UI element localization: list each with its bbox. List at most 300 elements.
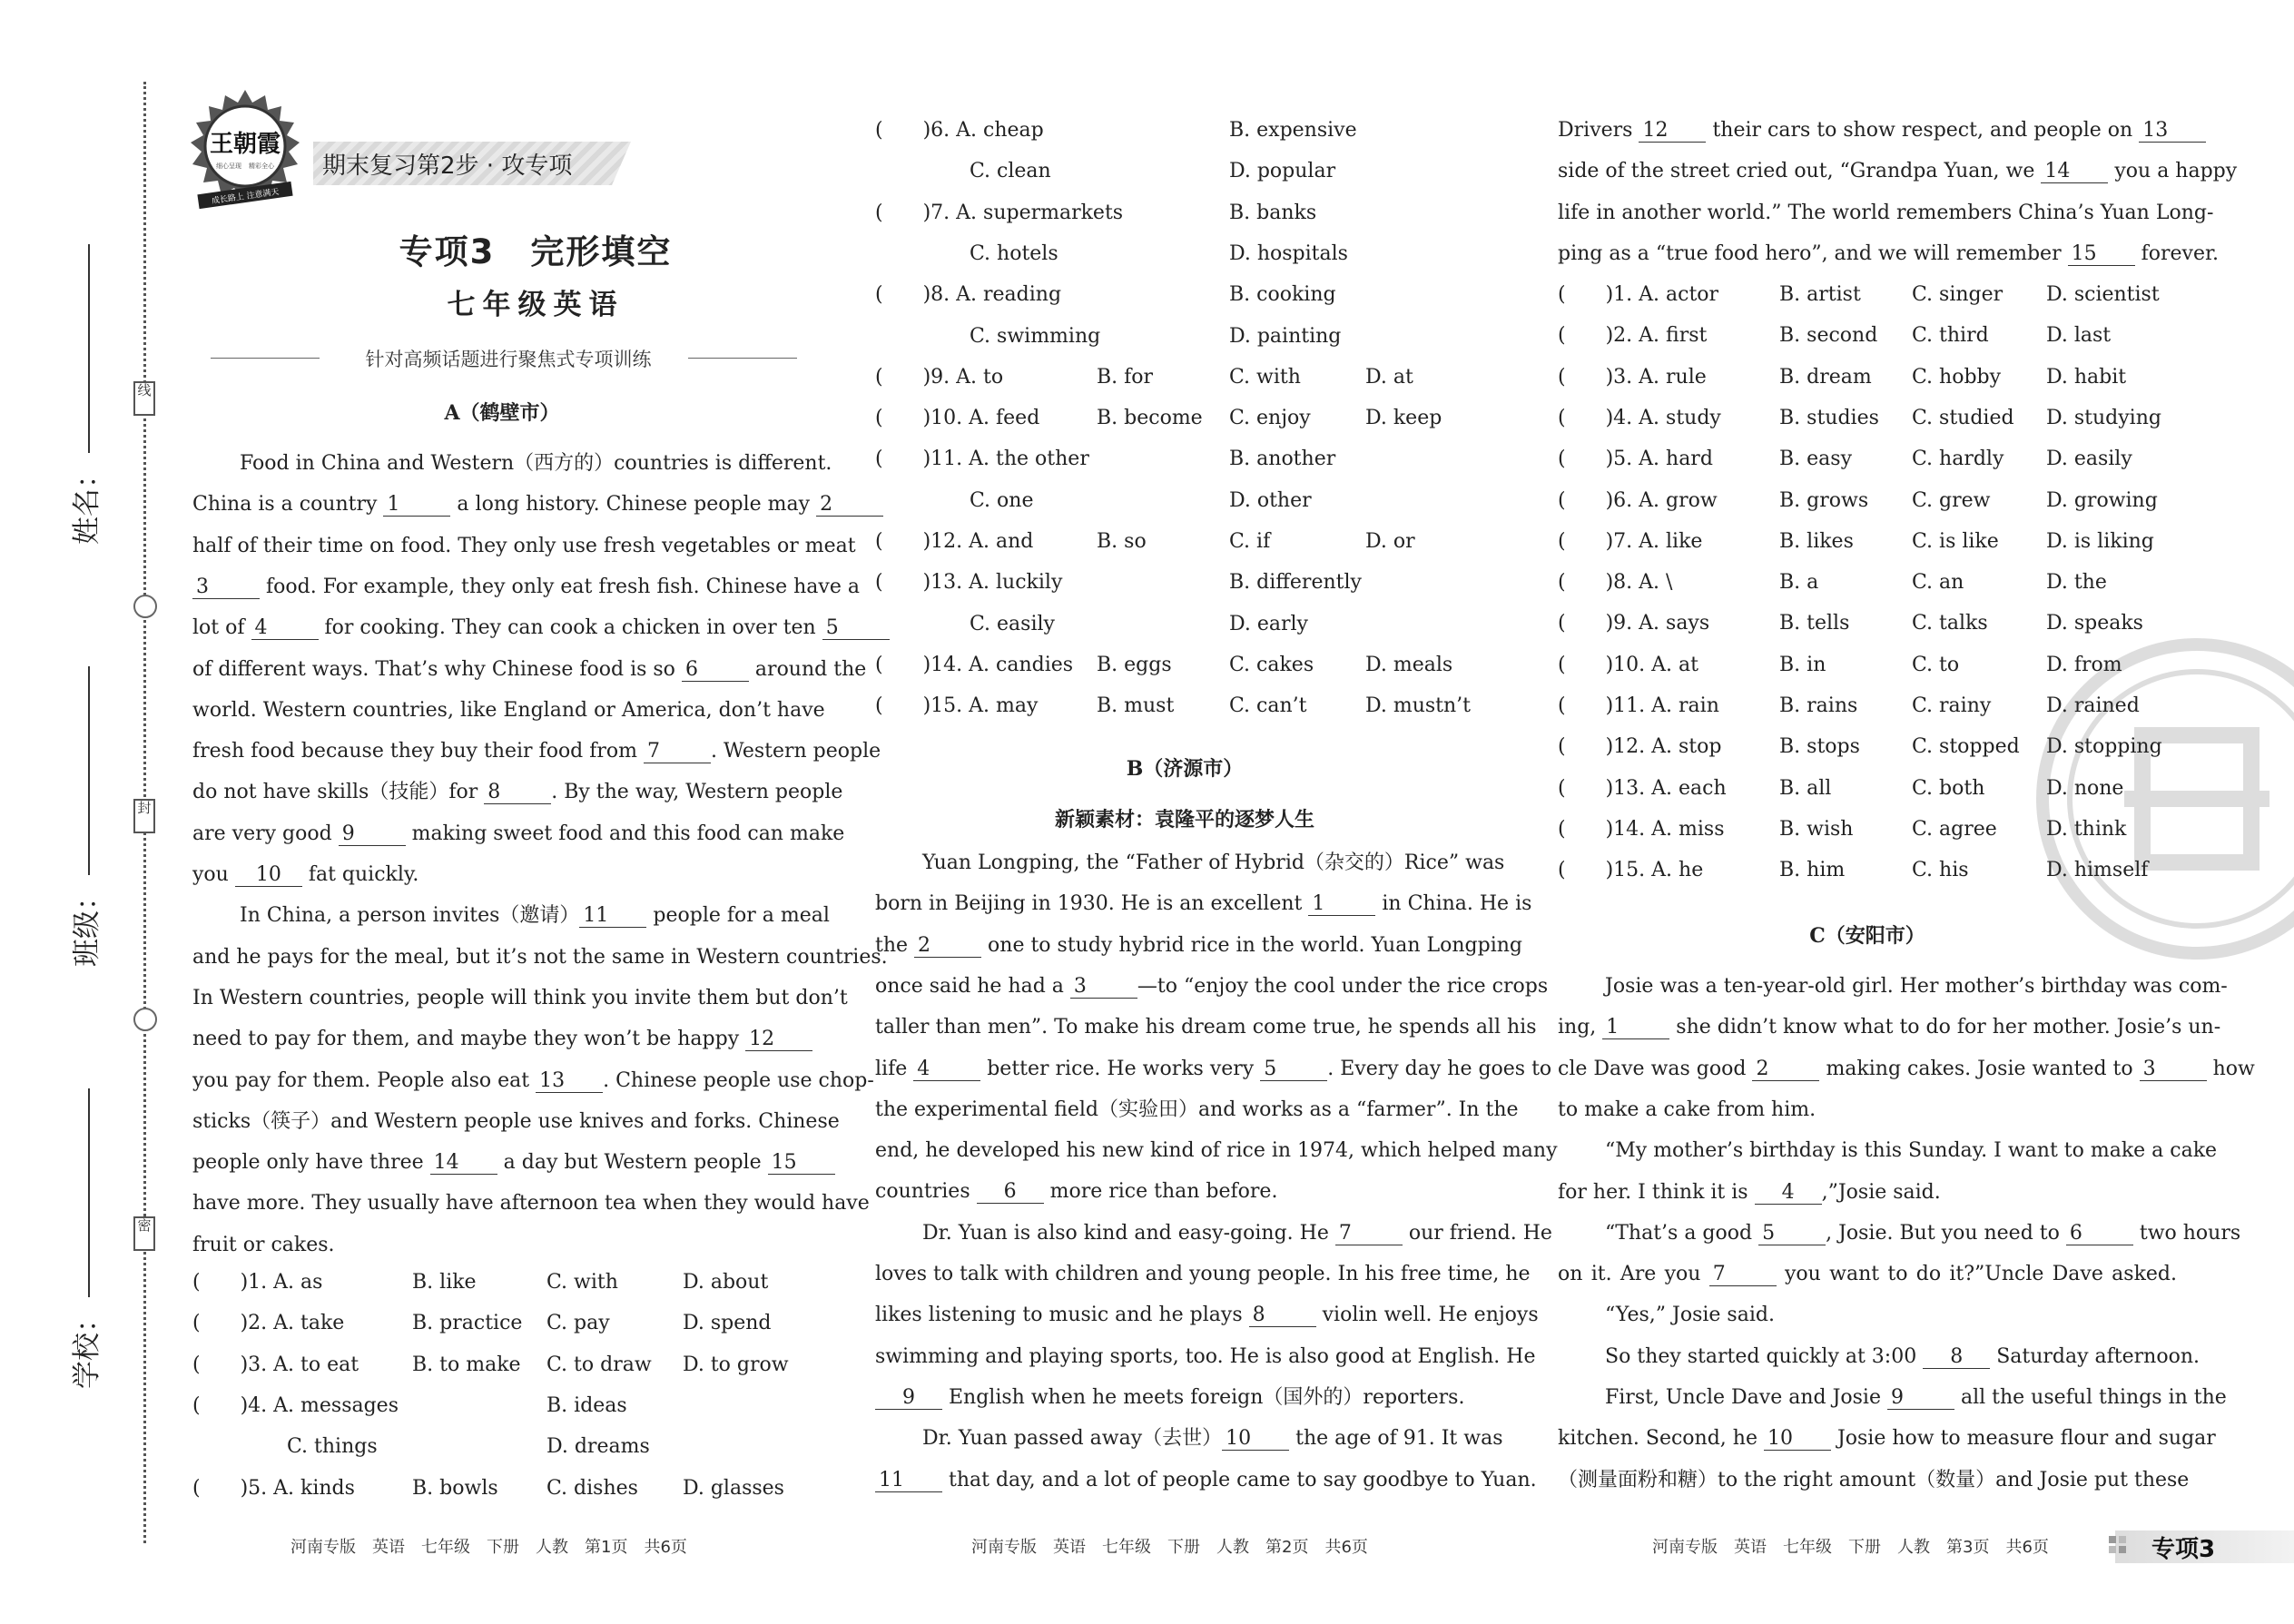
passage-line — [192, 656, 867, 684]
text-run: violin well. He enjoys — [1315, 1304, 1539, 1327]
footer-page-1: 河南专版 英语 七年级 下册 人教 第1页 共6页 — [290, 1538, 687, 1557]
answer-blank[interactable]: 8 — [1249, 1304, 1316, 1327]
text-run: that day, and a lot of people came to say goodbye to Yuan. — [942, 1468, 1537, 1491]
answer-option[interactable]: B. grows — [1779, 488, 1869, 512]
answer-blank[interactable]: 6 — [977, 1181, 1044, 1204]
passage-line — [1558, 1261, 2177, 1288]
answer-option[interactable]: C. swimming — [970, 324, 1101, 348]
question-stem[interactable]: ( )2. A. first — [1558, 324, 1708, 348]
answer-option[interactable]: D. dreams — [546, 1435, 650, 1459]
question-stem[interactable]: ( )13. A. luckily — [875, 571, 1063, 595]
answer-blank[interactable]: 7 — [1709, 1264, 1777, 1286]
answer-blank[interactable]: 7 — [644, 741, 711, 763]
text-run: Drivers — [1558, 119, 1639, 142]
answer-blank[interactable]: 15 — [768, 1152, 835, 1175]
svg-text:细心呈现: 细心呈现 — [216, 162, 241, 170]
binding-hole — [133, 1008, 157, 1031]
answer-blank[interactable]: 15 — [2068, 243, 2135, 266]
text-run: China is a country — [192, 493, 384, 517]
answer-blank[interactable]: 1 — [383, 494, 450, 517]
passage-line: （测量面粉和糖）to the right amount（数量）and Josie put these — [1558, 1468, 2190, 1491]
answer-option[interactable]: B. likes — [1779, 529, 1854, 553]
passage-line — [1558, 1425, 2216, 1452]
class-input-line[interactable] — [88, 666, 90, 875]
answer-blank[interactable]: 8 — [484, 782, 551, 804]
answer-option[interactable]: B. easy — [1779, 448, 1853, 471]
answer-option[interactable]: D. about — [683, 1271, 769, 1294]
text-run: better rice. He works very — [980, 1057, 1261, 1080]
answer-option[interactable]: C. third — [1912, 324, 1989, 348]
answer-option[interactable]: C. if — [1229, 530, 1271, 553]
answer-option[interactable]: C. both — [1912, 776, 1985, 800]
answer-option[interactable]: D. mustn’t — [1365, 694, 1472, 718]
answer-blank[interactable]: 10 — [1222, 1428, 1289, 1451]
passage-line — [192, 779, 843, 806]
text-run: “That’s a good — [1605, 1221, 1759, 1245]
passage-line — [192, 574, 860, 601]
header-banner-text: 期末复习第2步 · 攻专项 — [322, 153, 573, 180]
passage-line — [875, 973, 1549, 1000]
passage-line: life in another world.” The world remembers China’s Yuan Long- — [1558, 201, 2214, 224]
answer-blank[interactable]: 13 — [2139, 120, 2206, 143]
passage-line — [875, 891, 1532, 918]
question-stem[interactable]: ( )4. A. messages — [192, 1393, 399, 1417]
passage-line — [192, 861, 812, 889]
answer-option[interactable]: D. painting — [1229, 324, 1342, 348]
answer-blank[interactable]: 4 — [251, 617, 319, 640]
answer-option[interactable]: B. stops — [1779, 735, 1860, 759]
passage-line: In Western countries, people will think you invite them but don’t — [192, 986, 848, 1009]
text-run: around the — [748, 657, 867, 681]
section-a-heading: A（鹤壁市） — [444, 401, 560, 425]
answer-option[interactable]: C. agree — [1912, 817, 1997, 841]
answer-option[interactable]: D. growing — [2046, 488, 2158, 512]
answer-option[interactable]: D. is liking — [2046, 529, 2154, 553]
question-stem[interactable]: ( )3. A. to eat — [192, 1353, 359, 1376]
answer-blank[interactable]: 1 — [1308, 893, 1375, 916]
answer-option[interactable]: C. hardly — [1912, 448, 2004, 471]
text-run: forever. — [2134, 241, 2220, 265]
question-stem[interactable]: ( )13. A. each — [1558, 776, 1727, 800]
answer-option[interactable]: B. for — [1097, 365, 1154, 389]
text-run: for her. I think it is — [1558, 1180, 1755, 1204]
watermark-stamp — [2033, 635, 2294, 962]
passage-line — [922, 1425, 1503, 1452]
answer-blank[interactable]: 7 — [1335, 1223, 1403, 1245]
passage-line: loves to talk with children and young people. In his free time, he — [875, 1263, 1531, 1285]
passage-line: and he pays for the meal, but it’s not the same in Western countries. — [192, 945, 888, 969]
text-run: one to study hybrid rice in the world. Yuan Longping — [981, 933, 1522, 957]
passage-line: world. Western countries, like England or America, don’t have — [192, 698, 825, 722]
text-run: in China. He is — [1375, 892, 1532, 916]
text-run: food. For example, they only eat fresh fish. Chinese have a — [260, 575, 860, 598]
answer-option[interactable]: B. must — [1097, 694, 1175, 718]
answer-option[interactable]: B. him — [1779, 859, 1846, 882]
answer-blank[interactable]: 2 — [1752, 1058, 1819, 1081]
answer-option[interactable]: B. wish — [1779, 817, 1854, 841]
text-run: Dr. Yuan is also kind and easy-going. He — [922, 1221, 1335, 1245]
passage-line — [875, 1178, 1494, 1206]
text-run: . By the way, Western people — [551, 781, 843, 804]
answer-option[interactable]: C. with — [1229, 365, 1301, 389]
grid-icon — [2109, 1536, 2136, 1560]
answer-option[interactable]: D. scientist — [2046, 283, 2160, 306]
text-run: people for a meal — [646, 904, 830, 928]
answer-option[interactable]: C. is like — [1912, 529, 1999, 553]
answer-blank[interactable]: 1 — [1602, 1017, 1669, 1039]
answer-option[interactable]: D. speaks — [2046, 612, 2143, 635]
answer-blank[interactable]: 6 — [682, 659, 749, 682]
question-stem[interactable]: ( )11. A. rain — [1558, 694, 1719, 717]
answer-option[interactable]: D. none — [2046, 776, 2124, 800]
answer-option[interactable]: B. eggs — [1097, 653, 1172, 676]
text-run: likes listening to music and he plays — [875, 1304, 1249, 1327]
question-stem[interactable]: ( )7. A. supermarkets — [875, 201, 1124, 224]
answer-option[interactable]: D. habit — [2046, 365, 2127, 389]
text-run: need to pay for them, and maybe they won’t be happy — [192, 1028, 746, 1051]
section-b-heading: B（济源市） — [1126, 757, 1244, 781]
tagline: 针对高频话题进行聚焦式专项训练 — [365, 349, 652, 370]
text-run: once said he had a — [875, 974, 1070, 998]
answer-blank[interactable]: 12 — [1639, 120, 1706, 143]
answer-blank[interactable]: 5 — [1758, 1223, 1826, 1245]
answer-option[interactable]: D. studying — [2046, 406, 2161, 429]
passage-line: have more. They usually have afternoon tea when they would have — [192, 1192, 870, 1216]
text-run: Dr. Yuan passed away（去世） — [922, 1427, 1223, 1451]
text-run: you a happy — [2108, 160, 2238, 183]
answer-option[interactable]: B. cooking — [1229, 283, 1336, 307]
answer-option[interactable]: B. rains — [1779, 694, 1858, 717]
question-stem[interactable]: ( )4. A. study — [1558, 406, 1721, 429]
question-stem[interactable]: ( )2. A. take — [192, 1312, 345, 1335]
answer-option[interactable]: D. other — [1229, 488, 1312, 512]
question-stem[interactable]: ( )3. A. rule — [1558, 365, 1707, 389]
text-run: Josie how to measure flour and sugar — [1830, 1427, 2216, 1451]
seal-mark-seal: 封 — [133, 799, 155, 833]
text-run: . Western people — [711, 740, 881, 763]
answer-option[interactable]: D. spend — [683, 1312, 772, 1335]
name-label: 姓名： — [71, 460, 103, 545]
answer-option[interactable]: C. enjoy — [1229, 407, 1311, 430]
text-run: a day but Western people — [497, 1151, 768, 1175]
answer-option[interactable]: D. meals — [1365, 653, 1453, 676]
answer-option[interactable]: B. differently — [1229, 571, 1362, 595]
passage-line — [192, 1068, 874, 1095]
question-stem[interactable]: ( )1. A. actor — [1558, 283, 1719, 306]
text-run: on it. Are you — [1558, 1263, 1709, 1286]
answer-option[interactable]: D. keep — [1365, 407, 1442, 430]
answer-blank[interactable]: 13 — [536, 1070, 603, 1093]
answer-blank[interactable]: 5 — [822, 617, 890, 640]
answer-blank[interactable]: 12 — [745, 1029, 812, 1051]
text-run: all the useful things in the — [1954, 1386, 2227, 1409]
answer-option[interactable]: C. grew — [1912, 488, 1991, 512]
text-run: do not have skills（技能）for — [192, 781, 485, 804]
passage-line: “My mother’s birthday is this Sunday. I want to make a cake — [1605, 1139, 2218, 1163]
passage-line — [1558, 158, 2238, 185]
answer-option[interactable]: D. the — [2046, 571, 2107, 595]
question-stem[interactable]: ( )1. A. as — [192, 1271, 323, 1294]
text-run: born in Beijing in 1930. He is an excellent — [875, 892, 1309, 916]
answer-option[interactable]: C. singer — [1912, 283, 2004, 306]
answer-blank[interactable]: 10 — [235, 864, 302, 887]
text-run: So they started quickly at 3:00 — [1605, 1344, 1924, 1368]
answer-option[interactable]: B. second — [1779, 324, 1878, 348]
answer-option[interactable]: C. one — [970, 488, 1034, 512]
answer-option[interactable]: C. hotels — [970, 241, 1058, 265]
answer-option[interactable]: B. a — [1779, 571, 1819, 595]
question-stem[interactable]: ( )9. A. to — [875, 365, 1004, 389]
text-run: for cooking. They can cook a chicken in over ten — [318, 616, 822, 640]
text-run: . Chinese people use chop- — [603, 1068, 874, 1092]
seal-mark-line: 线 — [133, 381, 155, 416]
question-stem[interactable]: ( )8. A. reading — [875, 283, 1062, 307]
passage-line — [1605, 1220, 2241, 1247]
answer-blank[interactable]: 3 — [1070, 976, 1137, 999]
text-run: making sweet food and this food can make — [405, 822, 845, 845]
text-run: the — [875, 933, 915, 957]
text-run: making cakes. Josie wanted to — [1819, 1057, 2140, 1080]
answer-option[interactable]: B. expensive — [1229, 119, 1357, 142]
answer-blank[interactable]: 4 — [1755, 1182, 1822, 1205]
answer-option[interactable]: C. talks — [1912, 612, 1988, 635]
answer-option[interactable]: D. glasses — [683, 1476, 784, 1500]
answer-option[interactable]: D. stopping — [2046, 735, 2162, 759]
passage-line — [1558, 1056, 2255, 1083]
passage-line: end, he developed his new kind of rice in 1974, which helped many — [875, 1139, 1558, 1163]
answer-blank[interactable]: 2 — [816, 494, 883, 517]
text-run: you pay for them. People also eat — [192, 1068, 537, 1092]
answer-option[interactable]: D. think — [2046, 817, 2127, 841]
passage-line — [1605, 1343, 2200, 1371]
class-field[interactable] — [64, 666, 104, 967]
answer-option[interactable]: B. another — [1229, 448, 1336, 471]
answer-option[interactable]: D. himself — [2046, 859, 2149, 882]
passage-line: “Yes,” Josie said. — [1605, 1304, 1775, 1327]
section-c-heading: C（安阳市） — [1809, 924, 1925, 948]
question-stem[interactable]: ( )7. A. like — [1558, 529, 1703, 553]
answer-option[interactable]: C. studied — [1912, 406, 2014, 429]
answer-option[interactable]: C. easily — [970, 612, 1055, 635]
school-label: 学校： — [71, 1304, 103, 1389]
question-stem[interactable]: ( )15. A. may — [875, 694, 1039, 718]
passage-line: Yuan Longping, the “Father of Hybrid（杂交的）Rice” was — [922, 851, 1505, 874]
answer-option[interactable]: D. hospitals — [1229, 241, 1348, 265]
question-stem[interactable]: ( )8. A. \ — [1558, 571, 1673, 595]
passage-line — [192, 821, 845, 848]
answer-option[interactable]: D. from — [2046, 653, 2122, 676]
passage-line — [875, 1467, 1537, 1494]
answer-blank[interactable]: 8 — [1923, 1346, 1990, 1369]
text-run: the age of 91. It was — [1289, 1427, 1503, 1451]
answer-blank[interactable]: 9 — [875, 1387, 942, 1410]
passage-line: taller than men”. To make his dream come true, he spends all his — [875, 1016, 1537, 1039]
text-run: you — [192, 863, 235, 886]
text-run: people only have three — [192, 1151, 430, 1175]
passage-line — [192, 738, 881, 765]
question-stem[interactable]: ( )14. A. miss — [1558, 817, 1725, 841]
answer-option[interactable]: D. last — [2046, 324, 2112, 348]
text-run: our friend. He — [1402, 1221, 1552, 1245]
answer-blank[interactable]: 2 — [914, 935, 981, 958]
answer-blank[interactable]: 11 — [579, 905, 646, 928]
school-field[interactable] — [64, 1088, 104, 1389]
svg-text:成长路上 注意满天: 成长路上 注意满天 — [211, 187, 281, 207]
passage-line: Josie was a ten-year-old girl. Her mother’s birthday was com- — [1605, 975, 2228, 998]
question-stem[interactable]: ( )10. A. at — [1558, 653, 1698, 676]
text-run: kitchen. Second, he — [1558, 1427, 1764, 1451]
question-stem[interactable]: ( )12. A. stop — [1558, 735, 1722, 759]
answer-option[interactable]: C. stopped — [1912, 735, 2020, 759]
text-run: lot of — [192, 616, 251, 640]
passage-line — [875, 1056, 1552, 1083]
passage-line: fruit or cakes. — [192, 1233, 335, 1256]
binding-hole — [133, 595, 157, 618]
answer-option[interactable]: B. dream — [1779, 365, 1872, 389]
passage-line: to make a cake from him. — [1558, 1097, 1816, 1121]
answer-option[interactable]: B. tells — [1779, 612, 1850, 635]
text-run: more rice than before. — [1043, 1180, 1278, 1204]
question-stem[interactable]: ( )11. A. the other — [875, 448, 1089, 471]
page-title: 专项3 完形填空 — [399, 232, 673, 271]
passage-line: sticks（筷子）and Western people use knives and forks. Chinese — [192, 1109, 840, 1133]
question-stem[interactable]: ( )6. A. cheap — [875, 119, 1044, 142]
text-run: ,”Josie said. — [1821, 1180, 1941, 1204]
text-run: life — [875, 1057, 914, 1080]
passage-line: Food in China and Western（西方的）countries is different. — [240, 452, 832, 475]
answer-option[interactable]: C. his — [1912, 859, 1969, 882]
footer-page-3: 河南专版 英语 七年级 下册 人教 第3页 共6页 — [1652, 1538, 2049, 1557]
text-run: cle Dave was good — [1558, 1057, 1753, 1080]
school-input-line[interactable] — [88, 1088, 90, 1297]
passage-line — [192, 491, 833, 518]
answer-option[interactable]: D. rained — [2046, 694, 2140, 717]
page-subtitle: 七年级英语 — [447, 289, 625, 321]
answer-option[interactable]: C. cakes — [1229, 653, 1314, 676]
answer-option[interactable]: C. can’t — [1229, 694, 1307, 718]
logo-text: 王朝霞 — [209, 131, 281, 158]
question-stem[interactable]: ( )14. A. candies — [875, 653, 1074, 676]
text-run: —to “enjoy the cool under the rice crops — [1137, 974, 1549, 998]
answer-option[interactable]: C. an — [1912, 571, 1964, 595]
passage-line — [1558, 117, 2177, 144]
text-run: you want to do it?”Uncle Dave asked. — [1776, 1263, 2177, 1286]
answer-option[interactable]: D. popular — [1229, 160, 1336, 183]
class-label: 班级： — [71, 882, 103, 967]
answer-option[interactable]: B. banks — [1229, 201, 1317, 224]
passage-line — [240, 902, 830, 930]
answer-option[interactable]: B. become — [1097, 407, 1203, 430]
question-stem[interactable]: ( )9. A. says — [1558, 612, 1710, 635]
answer-option[interactable]: B. so — [1097, 530, 1147, 553]
answer-option[interactable]: C. to draw — [546, 1353, 652, 1376]
answer-option[interactable]: B. bowls — [412, 1476, 498, 1500]
answer-option[interactable]: B. like — [412, 1271, 477, 1294]
answer-option[interactable]: D. at — [1365, 365, 1413, 389]
answer-option[interactable]: B. practice — [412, 1312, 523, 1335]
passage-line — [922, 1220, 1552, 1247]
text-run: First, Uncle Dave and Josie — [1605, 1386, 1887, 1409]
name-field[interactable] — [64, 244, 104, 545]
answer-blank[interactable]: 9 — [1887, 1387, 1954, 1410]
question-stem[interactable]: ( )12. A. and — [875, 530, 1034, 553]
passage-line — [1605, 1384, 2227, 1412]
answer-option[interactable]: B. studies — [1779, 406, 1879, 429]
answer-blank[interactable]: 5 — [1260, 1058, 1327, 1081]
answer-option[interactable]: B. artist — [1779, 283, 1861, 306]
svg-text:精彩全心: 精彩全心 — [249, 162, 274, 170]
publisher-logo — [182, 86, 309, 213]
answer-option[interactable]: C. things — [287, 1435, 378, 1459]
text-run: countries — [875, 1180, 977, 1204]
passage-line — [875, 1302, 1539, 1329]
answer-blank[interactable]: 9 — [339, 823, 406, 846]
text-run: , Josie. But you need to — [1826, 1221, 2066, 1245]
section-b-topic: 新颖素材：袁隆平的逐梦人生 — [1054, 808, 1314, 832]
answer-option[interactable]: D. early — [1229, 612, 1308, 635]
answer-option[interactable]: D. or — [1365, 530, 1415, 553]
text-run: English when he meets foreign（国外的）reporters. — [942, 1385, 1465, 1409]
footer-badge: 专项3 — [2151, 1536, 2216, 1563]
text-run: a long history. Chinese people may — [450, 493, 817, 517]
question-stem[interactable]: ( )10. A. feed — [875, 407, 1040, 430]
answer-option[interactable]: C. rainy — [1912, 694, 1992, 717]
passage-line: swimming and playing sports, too. He is also good at English. He — [875, 1344, 1536, 1368]
answer-option[interactable]: D. to grow — [683, 1353, 789, 1376]
answer-option[interactable]: B. all — [1779, 776, 1832, 800]
text-run: their cars to show respect, and people on — [1706, 119, 2140, 142]
answer-option[interactable]: B. ideas — [546, 1393, 627, 1417]
answer-blank[interactable]: 14 — [430, 1152, 497, 1175]
passage-line: half of their time on food. They only use fresh vegetables or meat — [192, 534, 856, 557]
text-run: she didn’t know what to do for her mother. Josie’s un- — [1669, 1016, 2221, 1039]
passage-line — [875, 932, 1522, 960]
passage-line — [875, 1384, 1494, 1412]
passage-line — [192, 1026, 812, 1053]
answer-option[interactable]: C. with — [546, 1271, 618, 1294]
seal-mark-secret: 密 — [133, 1216, 155, 1251]
question-stem[interactable]: ( )5. A. hard — [1558, 448, 1713, 471]
passage-line — [1558, 1014, 2221, 1041]
answer-option[interactable]: C. clean — [970, 160, 1051, 183]
question-stem[interactable]: ( )15. A. he — [1558, 859, 1704, 882]
answer-blank[interactable]: 10 — [1764, 1428, 1831, 1451]
question-stem[interactable]: ( )5. A. kinds — [192, 1476, 355, 1500]
answer-blank[interactable]: 11 — [875, 1470, 942, 1492]
answer-blank[interactable]: 14 — [2041, 161, 2108, 183]
answer-option[interactable]: B. in — [1779, 653, 1826, 676]
text-run: fresh food because they buy their food from — [192, 740, 645, 763]
name-input-line[interactable] — [88, 244, 90, 453]
passage-line — [1558, 241, 2220, 268]
answer-blank[interactable]: 6 — [2066, 1223, 2133, 1245]
answer-option[interactable]: C. hobby — [1912, 365, 2002, 389]
text-run: ing, — [1558, 1016, 1603, 1039]
answer-option[interactable]: B. to make — [412, 1353, 521, 1376]
answer-option[interactable]: C. pay — [546, 1312, 610, 1335]
question-stem[interactable]: ( )6. A. grow — [1558, 488, 1718, 512]
answer-option[interactable]: C. dishes — [546, 1476, 638, 1500]
answer-blank[interactable]: 3 — [192, 576, 260, 599]
answer-option[interactable]: C. to — [1912, 653, 1960, 676]
answer-blank[interactable]: 3 — [2140, 1058, 2207, 1081]
text-run: of different ways. That’s why Chinese food is so — [192, 657, 682, 681]
passage-line — [192, 1149, 812, 1176]
answer-blank[interactable]: 4 — [913, 1058, 980, 1081]
text-run: Saturday afternoon. — [1990, 1344, 2200, 1368]
answer-option[interactable]: D. easily — [2046, 448, 2132, 471]
text-run: how — [2206, 1057, 2255, 1080]
